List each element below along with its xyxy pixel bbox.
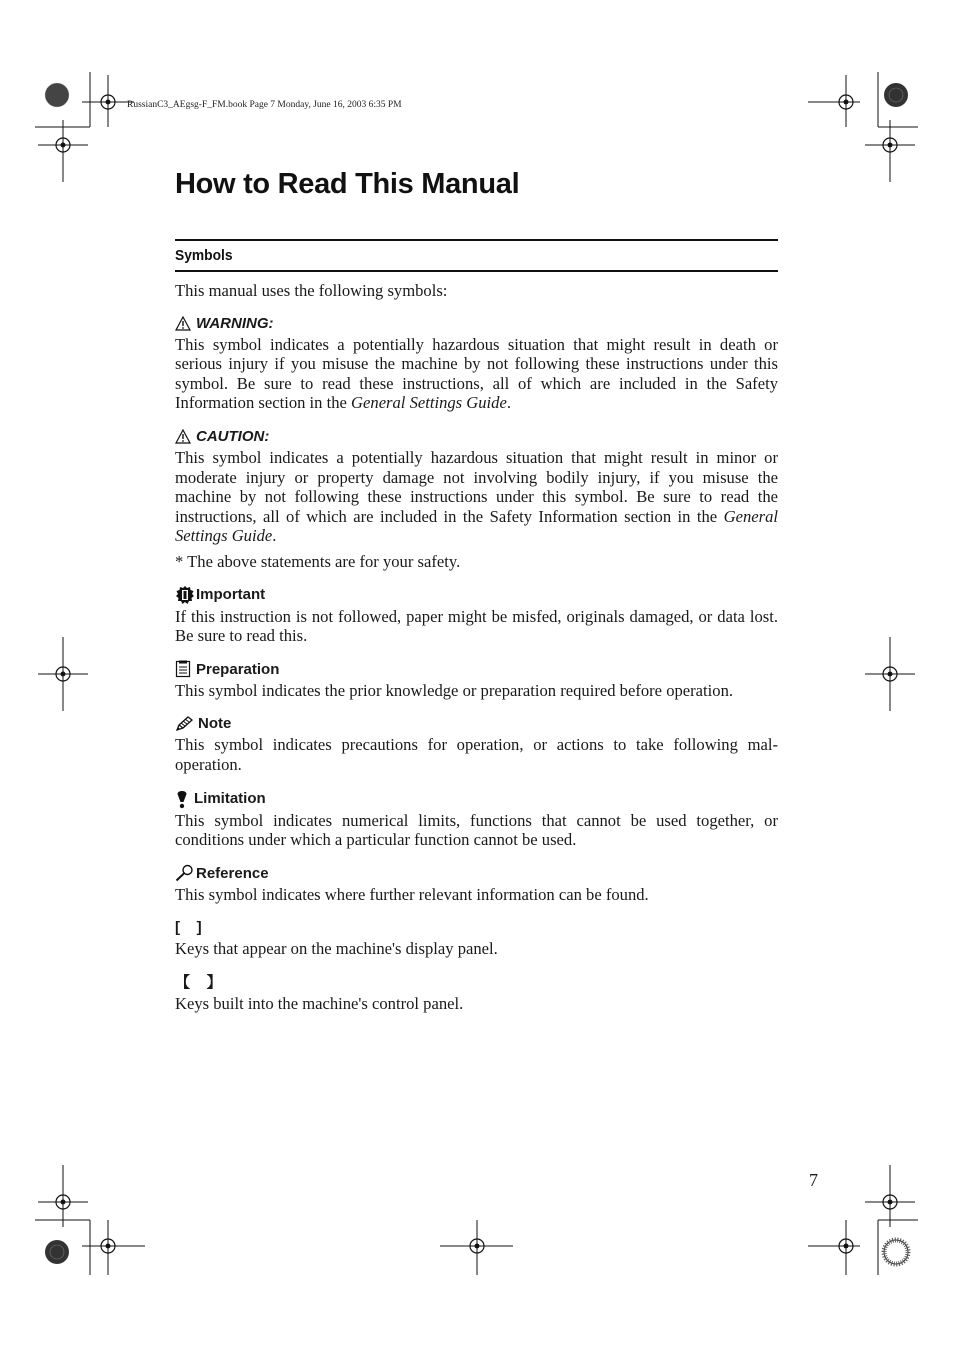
limitation-block — [175, 789, 778, 850]
page-number: 7 — [809, 1170, 818, 1190]
guide-title: General Settings Guide — [351, 393, 507, 413]
exclamation-icon — [175, 789, 189, 809]
caution-text: This symbol indicates a potentially hazardous situation that might result in minor or moderate injury or property damage not involving bodily injury, if you misuse the machine by not following these instructions under this symbol. Be sure to read the instructions, all of which are included in the Safety Information section in the General Settings Guide. — [175, 447, 778, 546]
clipboard-icon — [175, 660, 191, 678]
magnifier-icon — [175, 864, 194, 882]
preparation-label-row — [175, 660, 778, 679]
guide-title: General Settings Guide — [175, 506, 778, 546]
note-label: Note — [198, 715, 232, 733]
reference-label-row — [175, 864, 778, 883]
control-keys-brackets: 【 】 — [175, 973, 222, 991]
preparation-text: This symbol indicates the prior knowledge or preparation required before operation. — [175, 680, 734, 700]
section-heading: Symbols — [175, 247, 233, 264]
caution-block — [175, 427, 778, 546]
display-keys-block — [175, 918, 778, 959]
limitation-label-row — [175, 789, 778, 809]
warning-label: WARNING: — [196, 314, 274, 332]
caution-label-row — [175, 427, 778, 446]
print-header: RussianC3_AEgsg-F_FM.book Page 7 Monday, June 16, 2003 6:35 PM — [127, 100, 402, 110]
note-label-row — [175, 714, 778, 733]
section-header — [175, 239, 778, 272]
warning-triangle-icon — [175, 316, 191, 331]
caution-triangle-icon — [175, 429, 191, 444]
warning-label-row — [175, 314, 778, 333]
page-title: How to Read This Manual — [175, 168, 520, 200]
important-label-row — [175, 585, 778, 605]
control-keys-text: Keys built into the machine's control panel. — [175, 993, 464, 1013]
limitation-label: Limitation — [194, 790, 266, 807]
safety-note: * The above statements are for your safety. — [175, 551, 461, 571]
pencil-icon — [175, 716, 193, 732]
important-block — [175, 585, 778, 646]
preparation-label: Preparation — [196, 660, 280, 678]
content-body — [175, 281, 778, 1027]
warning-block — [175, 314, 778, 413]
caution-label: CAUTION: — [196, 427, 270, 445]
note-block — [175, 714, 778, 774]
control-keys-block — [175, 973, 778, 1014]
reference-label: Reference — [196, 864, 269, 882]
reference-block — [175, 864, 778, 905]
important-seal-icon — [175, 585, 195, 605]
display-keys-brackets: [ ] — [175, 919, 202, 937]
important-text: If this instruction is not followed, paper might be misfed, originals damaged, or data lost. Be sure to read this. — [175, 606, 778, 646]
warning-text: This symbol indicates a potentially hazardous situation that might result in death or serious injury if you misuse the machine by not following these instructions under this symbol. Be sure to read these instructions, all of which are included in the Safety Information section in the General Settings Guide. — [175, 334, 778, 413]
display-keys-text: Keys that appear on the machine's display panel. — [175, 939, 498, 959]
limitation-text: This symbol indicates numerical limits, functions that cannot be used together, or conditions under which a particular function cannot be used. — [175, 810, 778, 850]
important-label: Important — [196, 586, 266, 604]
reference-text: This symbol indicates where further relevant information can be found. — [175, 884, 649, 904]
intro-text: This manual uses the following symbols: — [175, 281, 448, 300]
note-text: This symbol indicates precautions for operation, or actions to take following mal-operation. — [175, 735, 778, 774]
preparation-block — [175, 660, 778, 701]
